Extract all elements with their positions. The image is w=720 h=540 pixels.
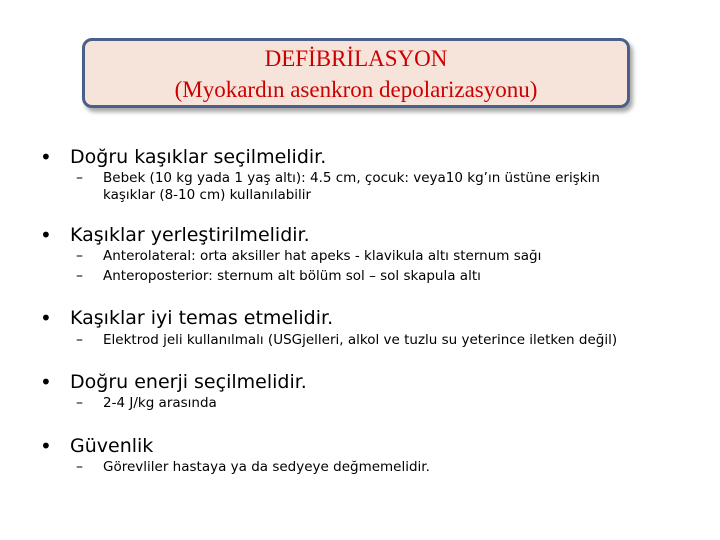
bullet-text: Doğru enerji seçilmelidir. bbox=[70, 371, 307, 393]
bullet-text: Kaşıklar yerleştirilmelidir. bbox=[70, 224, 310, 246]
sub-bullet-text: Görevliler hastaya ya da sedyeye değmemelidir. bbox=[103, 459, 430, 475]
bullet-marker: • bbox=[40, 145, 52, 169]
slide-title: DEFİBRİLASYON bbox=[264, 46, 448, 71]
sub-bullet-text: 2-4 J/kg arasında bbox=[103, 395, 217, 411]
bullet-marker: • bbox=[40, 370, 52, 394]
sub-bullet-marker: – bbox=[76, 459, 83, 475]
bullet-text: Doğru kaşıklar seçilmelidir. bbox=[70, 146, 327, 168]
sub-bullet-text: kaşıklar (8-10 cm) kullanılabilir bbox=[103, 187, 312, 203]
bullet-marker: • bbox=[40, 434, 52, 458]
sub-bullet-text: Anteroposterior: sternum alt bölüm sol – sol skapula altı bbox=[103, 268, 481, 284]
sub-bullet-text: Anterolateral: orta aksiller hat apeks - klavikula altı sternum sağı bbox=[103, 248, 542, 264]
sub-bullet-marker: – bbox=[76, 170, 83, 186]
sub-bullet-text: Elektrod jeli kullanılmalı (USGjelleri, alkol ve tuzlu su yeterince iletken değil) bbox=[103, 332, 618, 348]
bullet-text: Güvenlik bbox=[70, 435, 154, 457]
sub-bullet-text: Bebek (10 kg yada 1 yaş altı): 4.5 cm, çocuk: veya10 kg’ın üstüne erişkin bbox=[103, 170, 600, 186]
sub-bullet-marker: – bbox=[76, 268, 83, 284]
slide-subtitle: (Myokardın asenkron depolarizasyonu) bbox=[174, 77, 538, 102]
sub-bullet-marker: – bbox=[76, 332, 83, 348]
bullet-text: Kaşıklar iyi temas etmelidir. bbox=[70, 307, 334, 329]
bullet-marker: • bbox=[40, 306, 52, 330]
sub-bullet-marker: – bbox=[76, 395, 83, 411]
sub-bullet-marker: – bbox=[76, 248, 83, 264]
bullet-marker: • bbox=[40, 223, 52, 247]
